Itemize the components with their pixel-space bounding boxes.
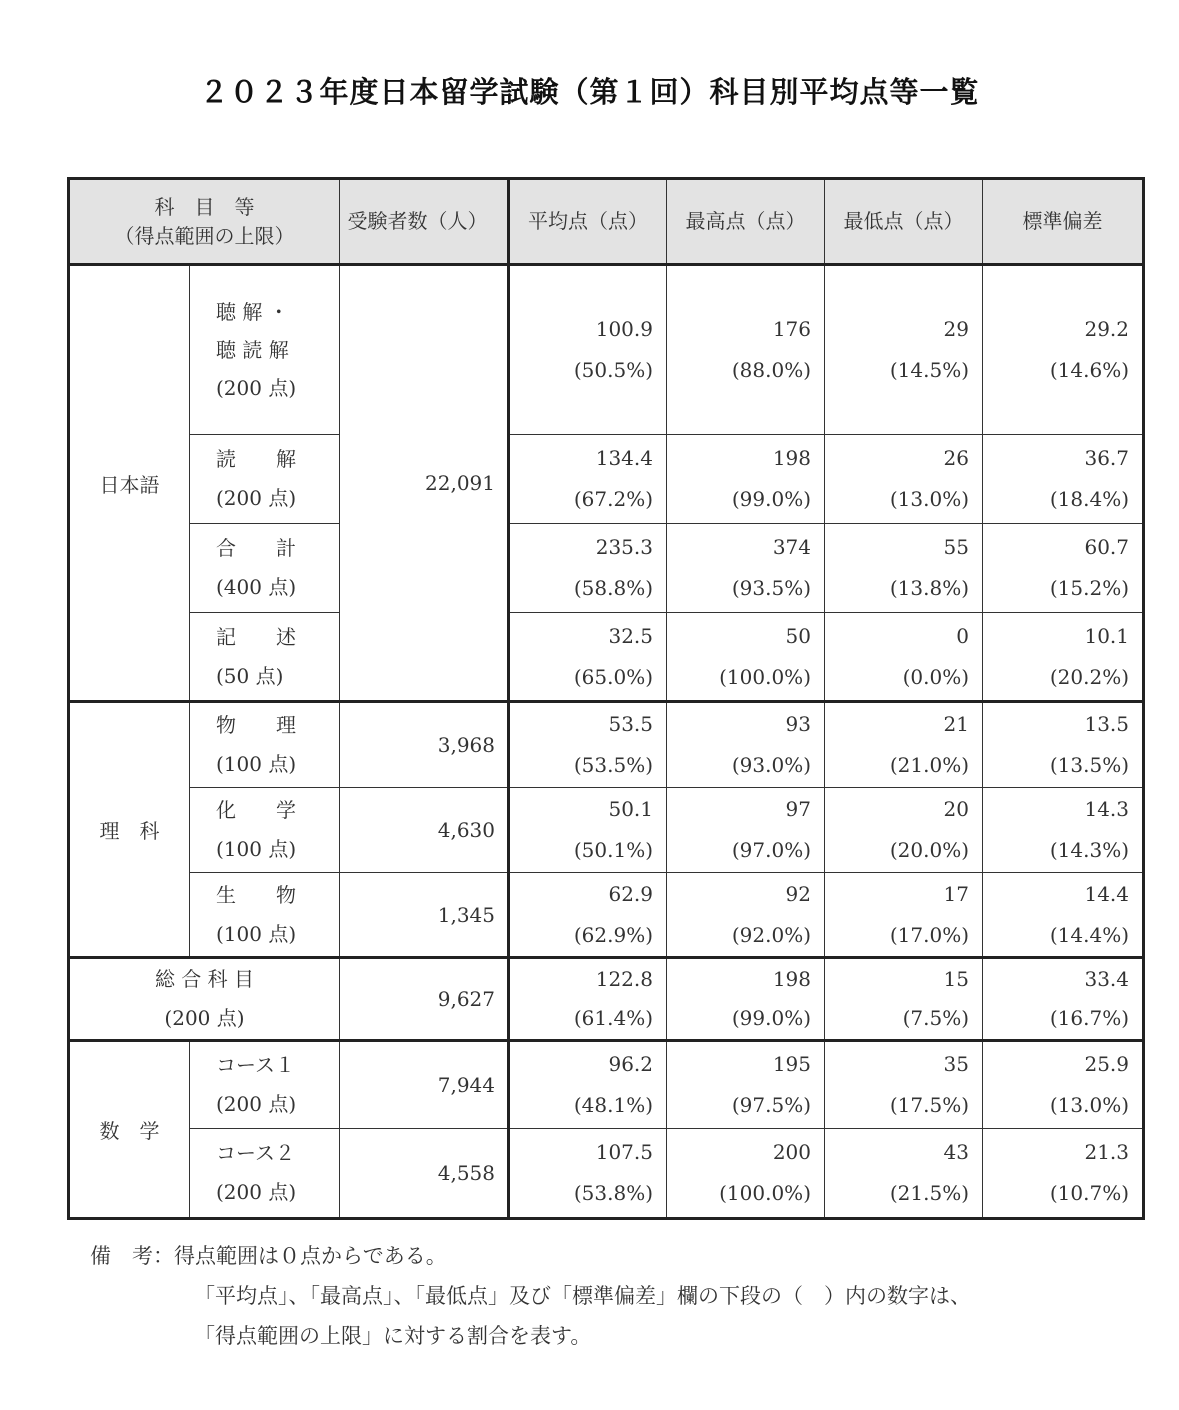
subject-name: 読 解 [216,447,296,471]
avg-cell [509,702,667,788]
sd-cell [983,613,1144,702]
min-pct: (17.0%) [889,922,969,947]
table-row [69,265,1144,435]
subject-name: 聴 読 解 [216,338,289,362]
avg-value: 53.5 [608,712,653,736]
min-pct: (21.0%) [889,753,969,777]
sd-value: 10.1 [1084,623,1129,648]
avg-value: 235.3 [595,535,653,559]
min-pct: (21.5%) [889,1181,969,1205]
min-pct: (13.8%) [889,576,969,600]
avg-pct: (48.1%) [573,1093,653,1117]
table-row [69,1041,1144,1129]
sd-pct: (13.5%) [1049,753,1129,777]
avg-pct: (50.5%) [573,358,653,382]
sd-cell [983,873,1144,958]
avg-cell [509,524,667,613]
min-value: 20 [943,797,969,821]
sd-value: 33.4 [1084,967,1129,991]
avg-pct: (65.0%) [573,664,653,689]
note-line-3: 「得点範囲の上限」に対する割合を表す。 [194,1324,592,1348]
avg-value: 62.9 [608,881,653,906]
notes [90,1236,971,1356]
sd-cell [983,435,1144,524]
avg-value: 50.1 [608,797,653,821]
avg-cell [509,613,667,702]
subject-general [69,958,340,1041]
max-value: 198 [772,446,811,470]
min-value: 0 [956,623,969,648]
min-pct: (14.5%) [889,358,969,382]
header-average: 平均点（点） [509,179,667,265]
max-pct: (99.0%) [731,487,811,511]
sd-cell [983,788,1144,873]
min-value: 21 [943,712,969,736]
subject-reading [190,435,340,524]
max-pct: (97.5%) [731,1093,811,1117]
header-row [69,179,1144,265]
group-math: 数 学 [69,1041,190,1219]
subject-name: 記 述 [216,624,296,649]
sd-value: 21.3 [1084,1140,1129,1164]
subject-range: (100 点) [216,752,297,776]
min-value: 43 [943,1140,969,1164]
sd-cell [983,524,1144,613]
page-title: ２０２３年度日本留学試験（第１回）科目別平均点等一覧 [199,75,980,109]
min-cell [825,958,983,1041]
avg-cell [509,958,667,1041]
sd-pct: (14.4%) [1049,922,1129,947]
avg-pct: (61.4%) [573,1006,653,1030]
min-value: 35 [943,1052,969,1076]
min-cell [825,788,983,873]
min-cell [825,524,983,613]
subject-range: (200 点) [216,1092,297,1116]
sd-pct: (18.4%) [1049,487,1129,511]
max-cell [667,524,825,613]
min-cell [825,1041,983,1129]
subject-name: 物 理 [216,713,296,737]
subject-range: (50 点) [216,663,284,688]
min-pct: (0.0%) [902,664,969,689]
max-value: 195 [772,1052,811,1076]
subject-name: 生 物 [216,882,296,907]
avg-pct: (67.2%) [573,487,653,511]
header-min: 最低点（点） [825,179,983,265]
subject-name: 化 学 [216,798,296,822]
examinees-course1: 7,944 [340,1041,509,1129]
max-value: 93 [785,712,811,736]
subject-range: (200 点) [216,486,297,510]
sd-pct: (20.2%) [1049,664,1129,689]
table-row [69,435,1144,524]
max-pct: (93.5%) [731,576,811,600]
max-pct: (100.0%) [719,1181,811,1205]
sd-cell [983,702,1144,788]
subject-name: コース１ [216,1053,295,1077]
examinees-physics: 3,968 [340,702,509,788]
avg-pct: (53.5%) [573,753,653,777]
min-value: 17 [943,881,969,906]
avg-cell [509,788,667,873]
max-cell [667,702,825,788]
sd-cell [983,265,1144,435]
examinees-biology: 1,345 [340,873,509,958]
subject-course1 [190,1041,340,1129]
sd-value: 29.2 [1084,317,1129,341]
sd-pct: (16.7%) [1049,1006,1129,1030]
max-cell [667,788,825,873]
avg-value: 100.9 [595,317,653,341]
subject-chemistry [190,788,340,873]
examinees-general: 9,627 [340,958,509,1041]
avg-cell [509,873,667,958]
min-value: 15 [943,967,969,991]
min-pct: (17.5%) [889,1093,969,1117]
score-table [67,177,1145,1220]
avg-value: 96.2 [608,1052,653,1076]
subject-writing [190,613,340,702]
subject-listening [190,265,340,435]
subject-range: (100 点) [216,921,297,946]
header-max: 最高点（点） [667,179,825,265]
min-cell [825,613,983,702]
max-pct: (99.0%) [731,1006,811,1030]
min-value: 29 [943,317,969,341]
min-cell [825,435,983,524]
group-japanese: 日本語 [69,265,190,702]
avg-pct: (53.8%) [573,1181,653,1205]
max-pct: (97.0%) [731,838,811,862]
header-subject [69,179,340,265]
subject-name: コース２ [216,1141,295,1165]
min-cell [825,873,983,958]
min-pct: (7.5%) [902,1006,969,1030]
avg-cell [509,1129,667,1219]
group-science: 理 科 [69,702,190,958]
max-cell [667,1041,825,1129]
table-row [69,873,1144,958]
min-value: 26 [943,446,969,470]
min-cell [825,1129,983,1219]
min-cell [825,702,983,788]
sd-pct: (14.3%) [1049,838,1129,862]
avg-value: 32.5 [608,623,653,648]
subject-range: (100 点) [216,837,297,861]
subject-range: (200 点) [164,1006,245,1030]
sd-pct: (15.2%) [1049,576,1129,600]
sd-pct: (10.7%) [1049,1181,1129,1205]
avg-pct: (50.1%) [573,838,653,862]
subject-name: 合 計 [216,536,296,560]
subject-name: 聴 解 ・ [216,300,289,324]
max-pct: (93.0%) [731,753,811,777]
max-value: 50 [785,623,811,648]
avg-value: 122.8 [595,967,653,991]
header-subject-label: 科 目 等 [154,194,255,219]
sd-value: 13.5 [1084,712,1129,736]
min-pct: (20.0%) [889,838,969,862]
table-row [69,958,1144,1041]
subject-course2 [190,1129,340,1219]
subject-range: (200 点) [216,1180,297,1204]
subject-range: (200 点) [216,376,297,400]
sd-cell [983,1129,1144,1219]
avg-cell [509,265,667,435]
sd-value: 36.7 [1084,446,1129,470]
max-pct: (100.0%) [719,664,811,689]
subject-total [190,524,340,613]
min-value: 55 [943,535,969,559]
max-value: 176 [772,317,811,341]
sd-pct: (14.6%) [1049,358,1129,382]
avg-pct: (58.8%) [573,576,653,600]
sd-cell [983,1041,1144,1129]
max-cell [667,958,825,1041]
max-pct: (92.0%) [731,922,811,947]
subject-physics [190,702,340,788]
max-cell [667,1129,825,1219]
min-pct: (13.0%) [889,487,969,511]
avg-pct: (62.9%) [573,922,653,947]
max-cell [667,873,825,958]
table-row [69,613,1144,702]
subject-biology [190,873,340,958]
examinees-course2: 4,558 [340,1129,509,1219]
table-row [69,788,1144,873]
subject-name: 総 合 科 目 [154,967,255,991]
sd-cell [983,958,1144,1041]
max-cell [667,613,825,702]
max-value: 200 [772,1140,811,1164]
examinees-japanese: 22,091 [340,265,509,702]
header-subject-range: （得点範囲の上限） [114,223,295,248]
max-value: 374 [772,535,811,559]
min-cell [825,265,983,435]
sd-value: 25.9 [1084,1052,1129,1076]
examinees-chemistry: 4,630 [340,788,509,873]
avg-cell [509,435,667,524]
sd-value: 14.4 [1084,881,1129,906]
note-line-2: 「平均点」、「最高点」、「最低点」及び「標準偏差」欄の下段の（ ）内の数字は、 [194,1284,971,1308]
max-cell [667,265,825,435]
subject-range: (400 点) [216,575,297,599]
max-value: 92 [785,881,811,906]
max-value: 198 [772,967,811,991]
table-row [69,702,1144,788]
header-examinees: 受験者数（人） [340,179,509,265]
sd-value: 60.7 [1084,535,1129,559]
sd-pct: (13.0%) [1049,1093,1129,1117]
avg-value: 134.4 [595,446,653,470]
table-row [69,524,1144,613]
max-pct: (88.0%) [731,358,811,382]
sd-value: 14.3 [1084,797,1129,821]
avg-cell [509,1041,667,1129]
table-row [69,1129,1144,1219]
note-line-1: 備 考：得点範囲は０点からである。 [90,1244,447,1268]
max-value: 97 [785,797,811,821]
avg-value: 107.5 [595,1140,653,1164]
header-stddev: 標準偏差 [983,179,1144,265]
max-cell [667,435,825,524]
